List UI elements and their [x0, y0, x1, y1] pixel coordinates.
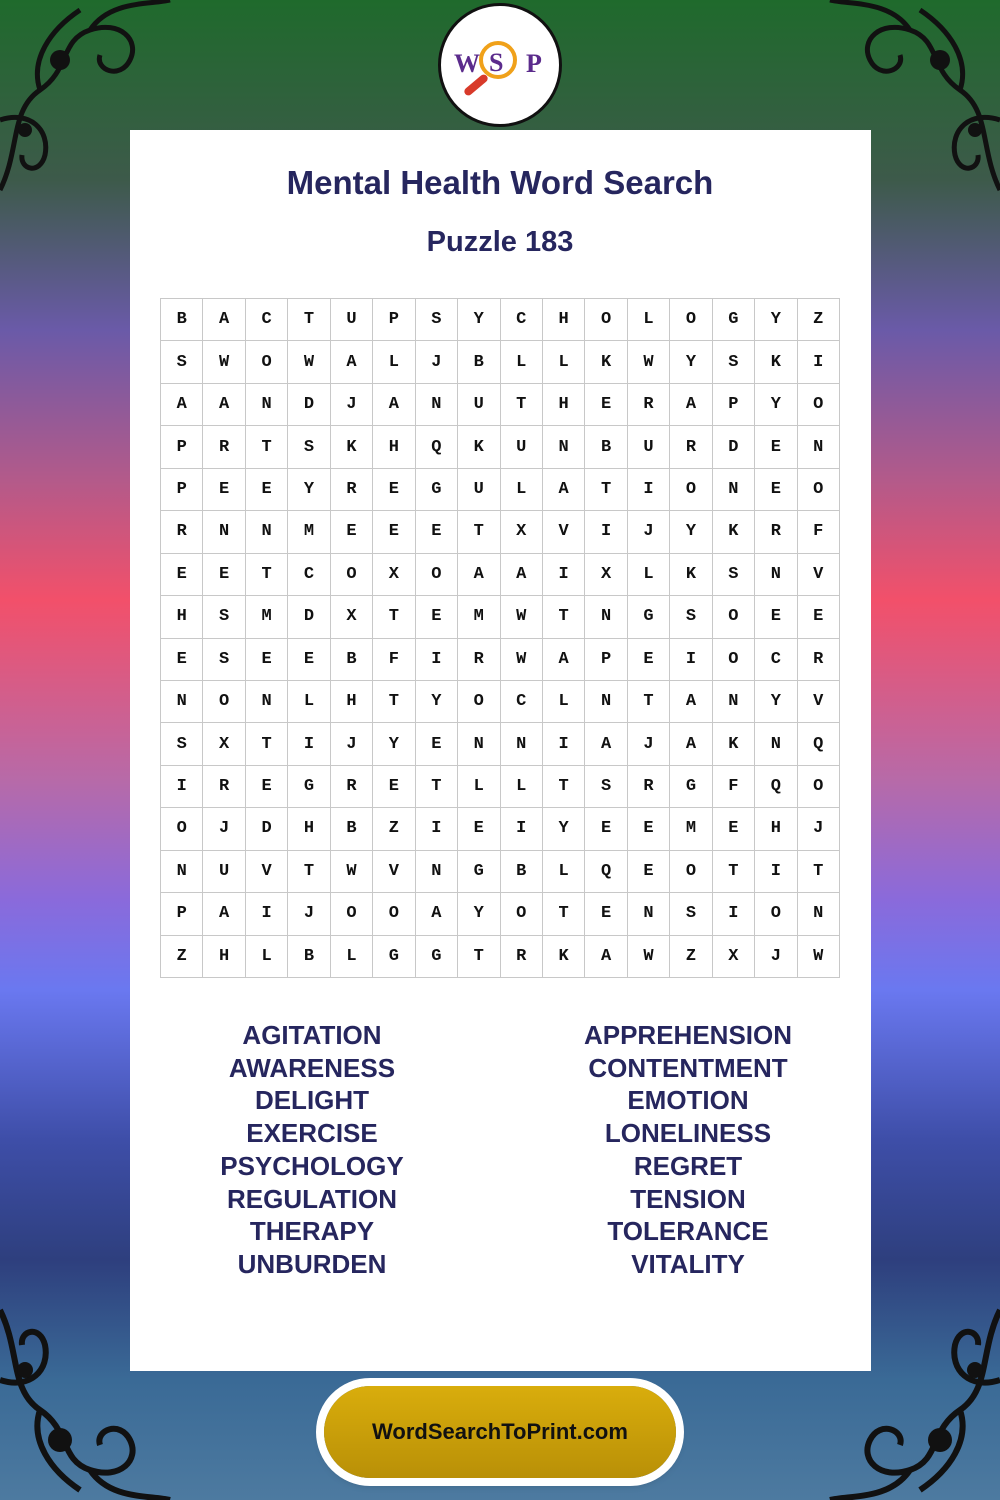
grid-cell[interactable]: F — [373, 639, 415, 681]
grid-cell[interactable]: S — [585, 766, 627, 808]
grid-cell[interactable]: N — [203, 511, 245, 553]
grid-cell[interactable]: E — [755, 426, 797, 468]
grid-cell[interactable]: N — [246, 511, 288, 553]
grid-cell[interactable]: Q — [416, 426, 458, 468]
grid-cell[interactable]: K — [713, 511, 755, 553]
grid-cell[interactable]: O — [798, 766, 840, 808]
grid-cell[interactable]: K — [670, 554, 712, 596]
grid-cell[interactable]: Y — [288, 469, 330, 511]
grid-cell[interactable]: N — [713, 469, 755, 511]
grid-cell[interactable]: R — [203, 426, 245, 468]
grid-cell[interactable]: P — [373, 299, 415, 341]
grid-cell[interactable]: G — [416, 469, 458, 511]
grid-cell[interactable]: P — [161, 469, 203, 511]
grid-cell[interactable]: A — [670, 384, 712, 426]
word-list-item: TOLERANCE — [607, 1216, 769, 1247]
logo-letter-p: P — [526, 49, 542, 78]
grid-cell[interactable]: F — [713, 766, 755, 808]
grid-cell[interactable]: R — [628, 766, 670, 808]
grid-cell[interactable]: U — [458, 384, 500, 426]
grid-cell[interactable]: N — [585, 681, 627, 723]
grid-cell[interactable]: E — [628, 639, 670, 681]
grid-cell[interactable]: E — [246, 766, 288, 808]
word-list-item: VITALITY — [631, 1248, 745, 1279]
grid-cell[interactable]: E — [246, 639, 288, 681]
grid-cell[interactable]: C — [501, 299, 543, 341]
grid-cell[interactable]: A — [203, 893, 245, 935]
grid-cell[interactable]: O — [713, 639, 755, 681]
grid-cell[interactable]: I — [288, 723, 330, 765]
grid-cell[interactable]: A — [203, 299, 245, 341]
grid-cell[interactable]: Y — [670, 511, 712, 553]
grid-cell[interactable]: J — [798, 808, 840, 850]
grid-cell[interactable]: E — [203, 469, 245, 511]
grid-cell[interactable]: T — [798, 851, 840, 893]
word-list-item: UNBURDEN — [237, 1248, 387, 1279]
grid-cell[interactable]: B — [288, 936, 330, 978]
grid-cell[interactable]: Y — [458, 299, 500, 341]
grid-cell[interactable]: O — [670, 299, 712, 341]
grid-cell[interactable]: I — [543, 723, 585, 765]
grid-cell[interactable]: N — [416, 851, 458, 893]
grid-cell[interactable]: R — [203, 766, 245, 808]
grid-cell[interactable]: J — [288, 893, 330, 935]
word-list-item: EMOTION — [627, 1085, 749, 1116]
grid-cell[interactable]: I — [416, 808, 458, 850]
grid-cell[interactable]: Z — [798, 299, 840, 341]
grid-cell[interactable]: E — [416, 511, 458, 553]
grid-cell[interactable]: E — [373, 469, 415, 511]
grid-cell[interactable]: U — [331, 299, 373, 341]
grid-cell[interactable]: Y — [670, 341, 712, 383]
grid-cell[interactable]: N — [161, 851, 203, 893]
grid-cell[interactable]: E — [755, 596, 797, 638]
grid-cell[interactable]: N — [246, 681, 288, 723]
grid-cell[interactable]: D — [713, 426, 755, 468]
grid-cell[interactable]: T — [585, 469, 627, 511]
grid-cell[interactable]: Z — [373, 808, 415, 850]
grid-cell[interactable]: A — [585, 723, 627, 765]
grid-cell[interactable]: E — [755, 469, 797, 511]
grid-cell[interactable]: W — [501, 596, 543, 638]
grid-cell[interactable]: E — [458, 808, 500, 850]
word-list-item: LONELINESS — [604, 1118, 772, 1149]
grid-cell[interactable]: A — [585, 936, 627, 978]
grid-cell[interactable]: T — [543, 893, 585, 935]
grid-cell[interactable]: V — [246, 851, 288, 893]
grid-cell[interactable]: T — [373, 681, 415, 723]
grid-cell[interactable]: M — [288, 511, 330, 553]
grid-cell[interactable]: F — [798, 511, 840, 553]
word-list-item: AGITATION — [242, 1020, 382, 1050]
grid-cell[interactable]: A — [458, 554, 500, 596]
grid-cell[interactable]: I — [543, 554, 585, 596]
grid-cell[interactable]: E — [161, 554, 203, 596]
grid-cell[interactable]: L — [543, 341, 585, 383]
wsp-logo[interactable] — [438, 3, 562, 127]
website-link-button[interactable]: WordSearchToPrint.com — [324, 1386, 676, 1478]
grid-cell[interactable]: H — [543, 384, 585, 426]
word-list-right — [528, 1019, 848, 1281]
grid-cell[interactable]: O — [670, 469, 712, 511]
grid-cell[interactable]: O — [755, 893, 797, 935]
word-list-item: DELIGHT — [254, 1085, 370, 1116]
grid-cell[interactable]: O — [203, 681, 245, 723]
grid-cell[interactable]: G — [670, 766, 712, 808]
grid-cell[interactable]: W — [628, 341, 670, 383]
grid-cell[interactable]: G — [628, 596, 670, 638]
grid-cell[interactable]: O — [331, 893, 373, 935]
grid-cell[interactable]: E — [373, 511, 415, 553]
grid-cell[interactable]: K — [585, 341, 627, 383]
grid-cell[interactable]: S — [288, 426, 330, 468]
grid-cell[interactable]: X — [501, 511, 543, 553]
grid-cell[interactable]: Y — [755, 299, 797, 341]
grid-cell[interactable]: L — [501, 469, 543, 511]
grid-cell[interactable]: G — [416, 936, 458, 978]
grid-cell[interactable]: M — [458, 596, 500, 638]
grid-cell[interactable]: L — [543, 681, 585, 723]
grid-cell[interactable]: N — [628, 893, 670, 935]
grid-cell[interactable]: N — [501, 723, 543, 765]
grid-cell[interactable]: A — [543, 469, 585, 511]
grid-cell[interactable]: T — [458, 936, 500, 978]
grid-cell[interactable]: L — [458, 766, 500, 808]
grid-cell[interactable]: Q — [585, 851, 627, 893]
word-list-item: TENSION — [630, 1183, 746, 1214]
grid-cell[interactable]: Y — [416, 681, 458, 723]
grid-cell[interactable]: B — [501, 851, 543, 893]
grid-cell[interactable]: E — [585, 893, 627, 935]
grid-cell[interactable]: E — [416, 723, 458, 765]
word-list-item: EXERCISE — [246, 1118, 378, 1149]
grid-cell[interactable]: P — [161, 426, 203, 468]
grid-cell[interactable]: E — [373, 766, 415, 808]
grid-cell[interactable]: V — [798, 681, 840, 723]
grid-cell[interactable]: T — [458, 511, 500, 553]
grid-cell[interactable]: A — [670, 681, 712, 723]
puzzle-number: Puzzle 183 — [426, 226, 574, 258]
grid-cell[interactable]: I — [713, 893, 755, 935]
grid-cell[interactable]: L — [501, 341, 543, 383]
grid-cell[interactable]: N — [798, 893, 840, 935]
grid-cell[interactable]: J — [755, 936, 797, 978]
grid-cell[interactable]: E — [288, 639, 330, 681]
grid-cell[interactable]: N — [458, 723, 500, 765]
grid-cell[interactable]: Y — [458, 893, 500, 935]
grid-cell[interactable]: X — [373, 554, 415, 596]
grid-cell[interactable]: R — [458, 639, 500, 681]
grid-cell[interactable]: M — [670, 808, 712, 850]
grid-cell[interactable]: L — [501, 766, 543, 808]
grid-cell[interactable]: R — [798, 639, 840, 681]
grid-cell[interactable]: W — [798, 936, 840, 978]
grid-cell[interactable]: E — [416, 596, 458, 638]
grid-cell[interactable]: R — [161, 511, 203, 553]
grid-cell[interactable]: O — [585, 299, 627, 341]
logo-letter-s: S — [489, 48, 504, 77]
grid-cell[interactable]: O — [331, 554, 373, 596]
grid-cell[interactable]: E — [161, 639, 203, 681]
grid-cell[interactable]: S — [161, 723, 203, 765]
grid-cell[interactable]: K — [713, 723, 755, 765]
grid-cell[interactable]: H — [161, 596, 203, 638]
word-list-item: REGRET — [633, 1150, 743, 1181]
grid-cell[interactable]: H — [755, 808, 797, 850]
grid-cell[interactable]: U — [628, 426, 670, 468]
grid-cell[interactable]: O — [798, 469, 840, 511]
grid-cell[interactable]: K — [331, 426, 373, 468]
grid-cell[interactable]: R — [331, 469, 373, 511]
grid-cell[interactable]: Z — [161, 936, 203, 978]
grid-cell[interactable]: T — [246, 723, 288, 765]
grid-cell[interactable]: L — [628, 554, 670, 596]
grid-cell[interactable]: N — [246, 384, 288, 426]
grid-cell[interactable]: J — [331, 723, 373, 765]
grid-cell[interactable]: O — [246, 341, 288, 383]
grid-cell[interactable]: Y — [755, 681, 797, 723]
grid-cell[interactable]: N — [416, 384, 458, 426]
grid-cell[interactable]: T — [713, 851, 755, 893]
grid-cell[interactable]: U — [203, 851, 245, 893]
grid-cell[interactable]: O — [501, 893, 543, 935]
grid-cell[interactable]: R — [628, 384, 670, 426]
grid-cell[interactable]: N — [585, 596, 627, 638]
grid-cell[interactable]: G — [458, 851, 500, 893]
grid-cell[interactable]: R — [670, 426, 712, 468]
grid-cell[interactable]: G — [373, 936, 415, 978]
letter-grid — [160, 298, 840, 978]
grid-cell[interactable]: S — [161, 341, 203, 383]
grid-cell[interactable]: A — [501, 554, 543, 596]
grid-cell[interactable]: Q — [755, 766, 797, 808]
grid-cell[interactable]: B — [585, 426, 627, 468]
page-title: Mental Health Word Search — [286, 164, 714, 201]
grid-cell[interactable]: J — [628, 511, 670, 553]
grid-cell[interactable]: T — [288, 851, 330, 893]
grid-cell[interactable]: B — [161, 299, 203, 341]
grid-cell[interactable]: O — [713, 596, 755, 638]
grid-cell[interactable]: O — [416, 554, 458, 596]
grid-cell[interactable]: S — [670, 596, 712, 638]
grid-cell[interactable]: Y — [373, 723, 415, 765]
grid-cell[interactable]: H — [331, 681, 373, 723]
word-list-item: APPREHENSION — [583, 1020, 793, 1050]
grid-cell[interactable]: T — [543, 766, 585, 808]
grid-cell[interactable]: H — [203, 936, 245, 978]
grid-cell[interactable]: Y — [755, 384, 797, 426]
grid-cell[interactable]: T — [373, 596, 415, 638]
grid-cell[interactable]: B — [331, 639, 373, 681]
grid-cell[interactable]: N — [161, 681, 203, 723]
grid-cell[interactable]: O — [373, 893, 415, 935]
word-list-left — [152, 1019, 472, 1281]
grid-cell[interactable]: I — [670, 639, 712, 681]
grid-cell[interactable]: T — [288, 299, 330, 341]
grid-cell[interactable]: K — [543, 936, 585, 978]
grid-cell[interactable]: L — [373, 341, 415, 383]
grid-cell[interactable]: C — [288, 554, 330, 596]
grid-cell[interactable]: D — [288, 384, 330, 426]
grid-cell[interactable]: Z — [670, 936, 712, 978]
grid-cell[interactable]: T — [416, 766, 458, 808]
grid-cell[interactable]: G — [713, 299, 755, 341]
grid-cell[interactable]: N — [755, 554, 797, 596]
grid-cell[interactable]: O — [798, 384, 840, 426]
word-list-item: REGULATION — [227, 1183, 397, 1214]
grid-cell[interactable]: L — [628, 299, 670, 341]
grid-cell[interactable]: X — [203, 723, 245, 765]
grid-cell[interactable]: P — [161, 893, 203, 935]
grid-cell[interactable]: B — [331, 808, 373, 850]
grid-cell[interactable]: E — [628, 851, 670, 893]
grid-cell[interactable]: T — [246, 554, 288, 596]
grid-cell[interactable]: A — [670, 723, 712, 765]
grid-cell[interactable]: R — [331, 766, 373, 808]
grid-cell[interactable]: C — [755, 639, 797, 681]
grid-cell[interactable]: A — [543, 639, 585, 681]
grid-cell[interactable]: A — [161, 384, 203, 426]
grid-cell[interactable]: V — [373, 851, 415, 893]
logo-letter-w: W — [454, 49, 480, 78]
grid-cell[interactable]: U — [458, 469, 500, 511]
grid-cell[interactable]: Q — [798, 723, 840, 765]
grid-cell[interactable]: H — [543, 299, 585, 341]
grid-cell[interactable]: X — [713, 936, 755, 978]
grid-cell[interactable]: H — [288, 808, 330, 850]
grid-cell[interactable]: A — [203, 384, 245, 426]
grid-cell[interactable]: U — [501, 426, 543, 468]
grid-cell[interactable]: Y — [543, 808, 585, 850]
grid-cell[interactable]: V — [543, 511, 585, 553]
grid-cell[interactable]: L — [331, 936, 373, 978]
word-list-item: PSYCHOLOGY — [220, 1150, 404, 1181]
grid-cell[interactable]: I — [416, 639, 458, 681]
grid-cell[interactable]: K — [755, 341, 797, 383]
grid-cell[interactable]: V — [798, 554, 840, 596]
grid-cell[interactable]: S — [416, 299, 458, 341]
grid-cell[interactable]: L — [288, 681, 330, 723]
grid-cell[interactable]: S — [670, 893, 712, 935]
grid-cell[interactable]: J — [203, 808, 245, 850]
grid-cell[interactable]: J — [416, 341, 458, 383]
grid-cell[interactable]: X — [585, 554, 627, 596]
grid-cell[interactable]: C — [501, 681, 543, 723]
grid-cell[interactable]: O — [670, 851, 712, 893]
grid-cell[interactable]: N — [713, 681, 755, 723]
grid-cell[interactable]: W — [331, 851, 373, 893]
grid-cell[interactable]: E — [585, 384, 627, 426]
grid-cell[interactable]: A — [373, 384, 415, 426]
grid-cell[interactable]: E — [203, 554, 245, 596]
grid-cell[interactable]: D — [288, 596, 330, 638]
grid-cell[interactable]: E — [628, 808, 670, 850]
grid-cell[interactable]: I — [585, 511, 627, 553]
grid-cell[interactable]: M — [246, 596, 288, 638]
grid-cell[interactable]: A — [331, 341, 373, 383]
grid-cell[interactable]: E — [798, 596, 840, 638]
grid-cell[interactable]: P — [585, 639, 627, 681]
grid-cell[interactable]: I — [501, 808, 543, 850]
grid-cell[interactable]: N — [755, 723, 797, 765]
grid-cell[interactable]: R — [501, 936, 543, 978]
grid-cell[interactable]: T — [501, 384, 543, 426]
grid-cell[interactable]: W — [288, 341, 330, 383]
grid-cell[interactable]: E — [331, 511, 373, 553]
grid-cell[interactable]: E — [585, 808, 627, 850]
grid-cell[interactable]: S — [713, 554, 755, 596]
grid-cell[interactable]: P — [713, 384, 755, 426]
word-list-item: THERAPY — [249, 1216, 375, 1247]
grid-cell[interactable]: I — [628, 469, 670, 511]
grid-cell[interactable]: C — [246, 299, 288, 341]
grid-cell[interactable]: D — [246, 808, 288, 850]
grid-cell[interactable]: L — [543, 851, 585, 893]
grid-cell[interactable]: J — [331, 384, 373, 426]
grid-cell[interactable]: I — [161, 766, 203, 808]
grid-cell[interactable]: S — [713, 341, 755, 383]
grid-cell[interactable]: O — [458, 681, 500, 723]
grid-cell[interactable]: N — [798, 426, 840, 468]
grid-cell[interactable]: R — [755, 511, 797, 553]
grid-cell[interactable]: A — [416, 893, 458, 935]
grid-cell[interactable]: K — [458, 426, 500, 468]
grid-cell[interactable]: I — [798, 341, 840, 383]
grid-cell[interactable]: G — [288, 766, 330, 808]
grid-cell[interactable]: T — [628, 681, 670, 723]
grid-cell[interactable]: W — [501, 639, 543, 681]
grid-cell[interactable]: S — [203, 596, 245, 638]
grid-cell[interactable]: S — [203, 639, 245, 681]
word-list-item: AWARENESS — [228, 1052, 396, 1083]
grid-cell[interactable]: O — [161, 808, 203, 850]
grid-cell[interactable]: J — [628, 723, 670, 765]
grid-cell[interactable]: I — [755, 851, 797, 893]
grid-cell[interactable]: W — [628, 936, 670, 978]
grid-cell[interactable]: X — [331, 596, 373, 638]
grid-cell[interactable]: B — [458, 341, 500, 383]
grid-cell[interactable]: H — [373, 426, 415, 468]
grid-cell[interactable]: N — [543, 426, 585, 468]
word-list-item: CONTENTMENT — [588, 1052, 788, 1083]
grid-cell[interactable]: T — [246, 426, 288, 468]
grid-cell[interactable]: E — [713, 808, 755, 850]
grid-cell[interactable]: T — [543, 596, 585, 638]
grid-cell[interactable]: L — [246, 936, 288, 978]
grid-cell[interactable]: I — [246, 893, 288, 935]
grid-cell[interactable]: W — [203, 341, 245, 383]
grid-cell[interactable]: E — [246, 469, 288, 511]
